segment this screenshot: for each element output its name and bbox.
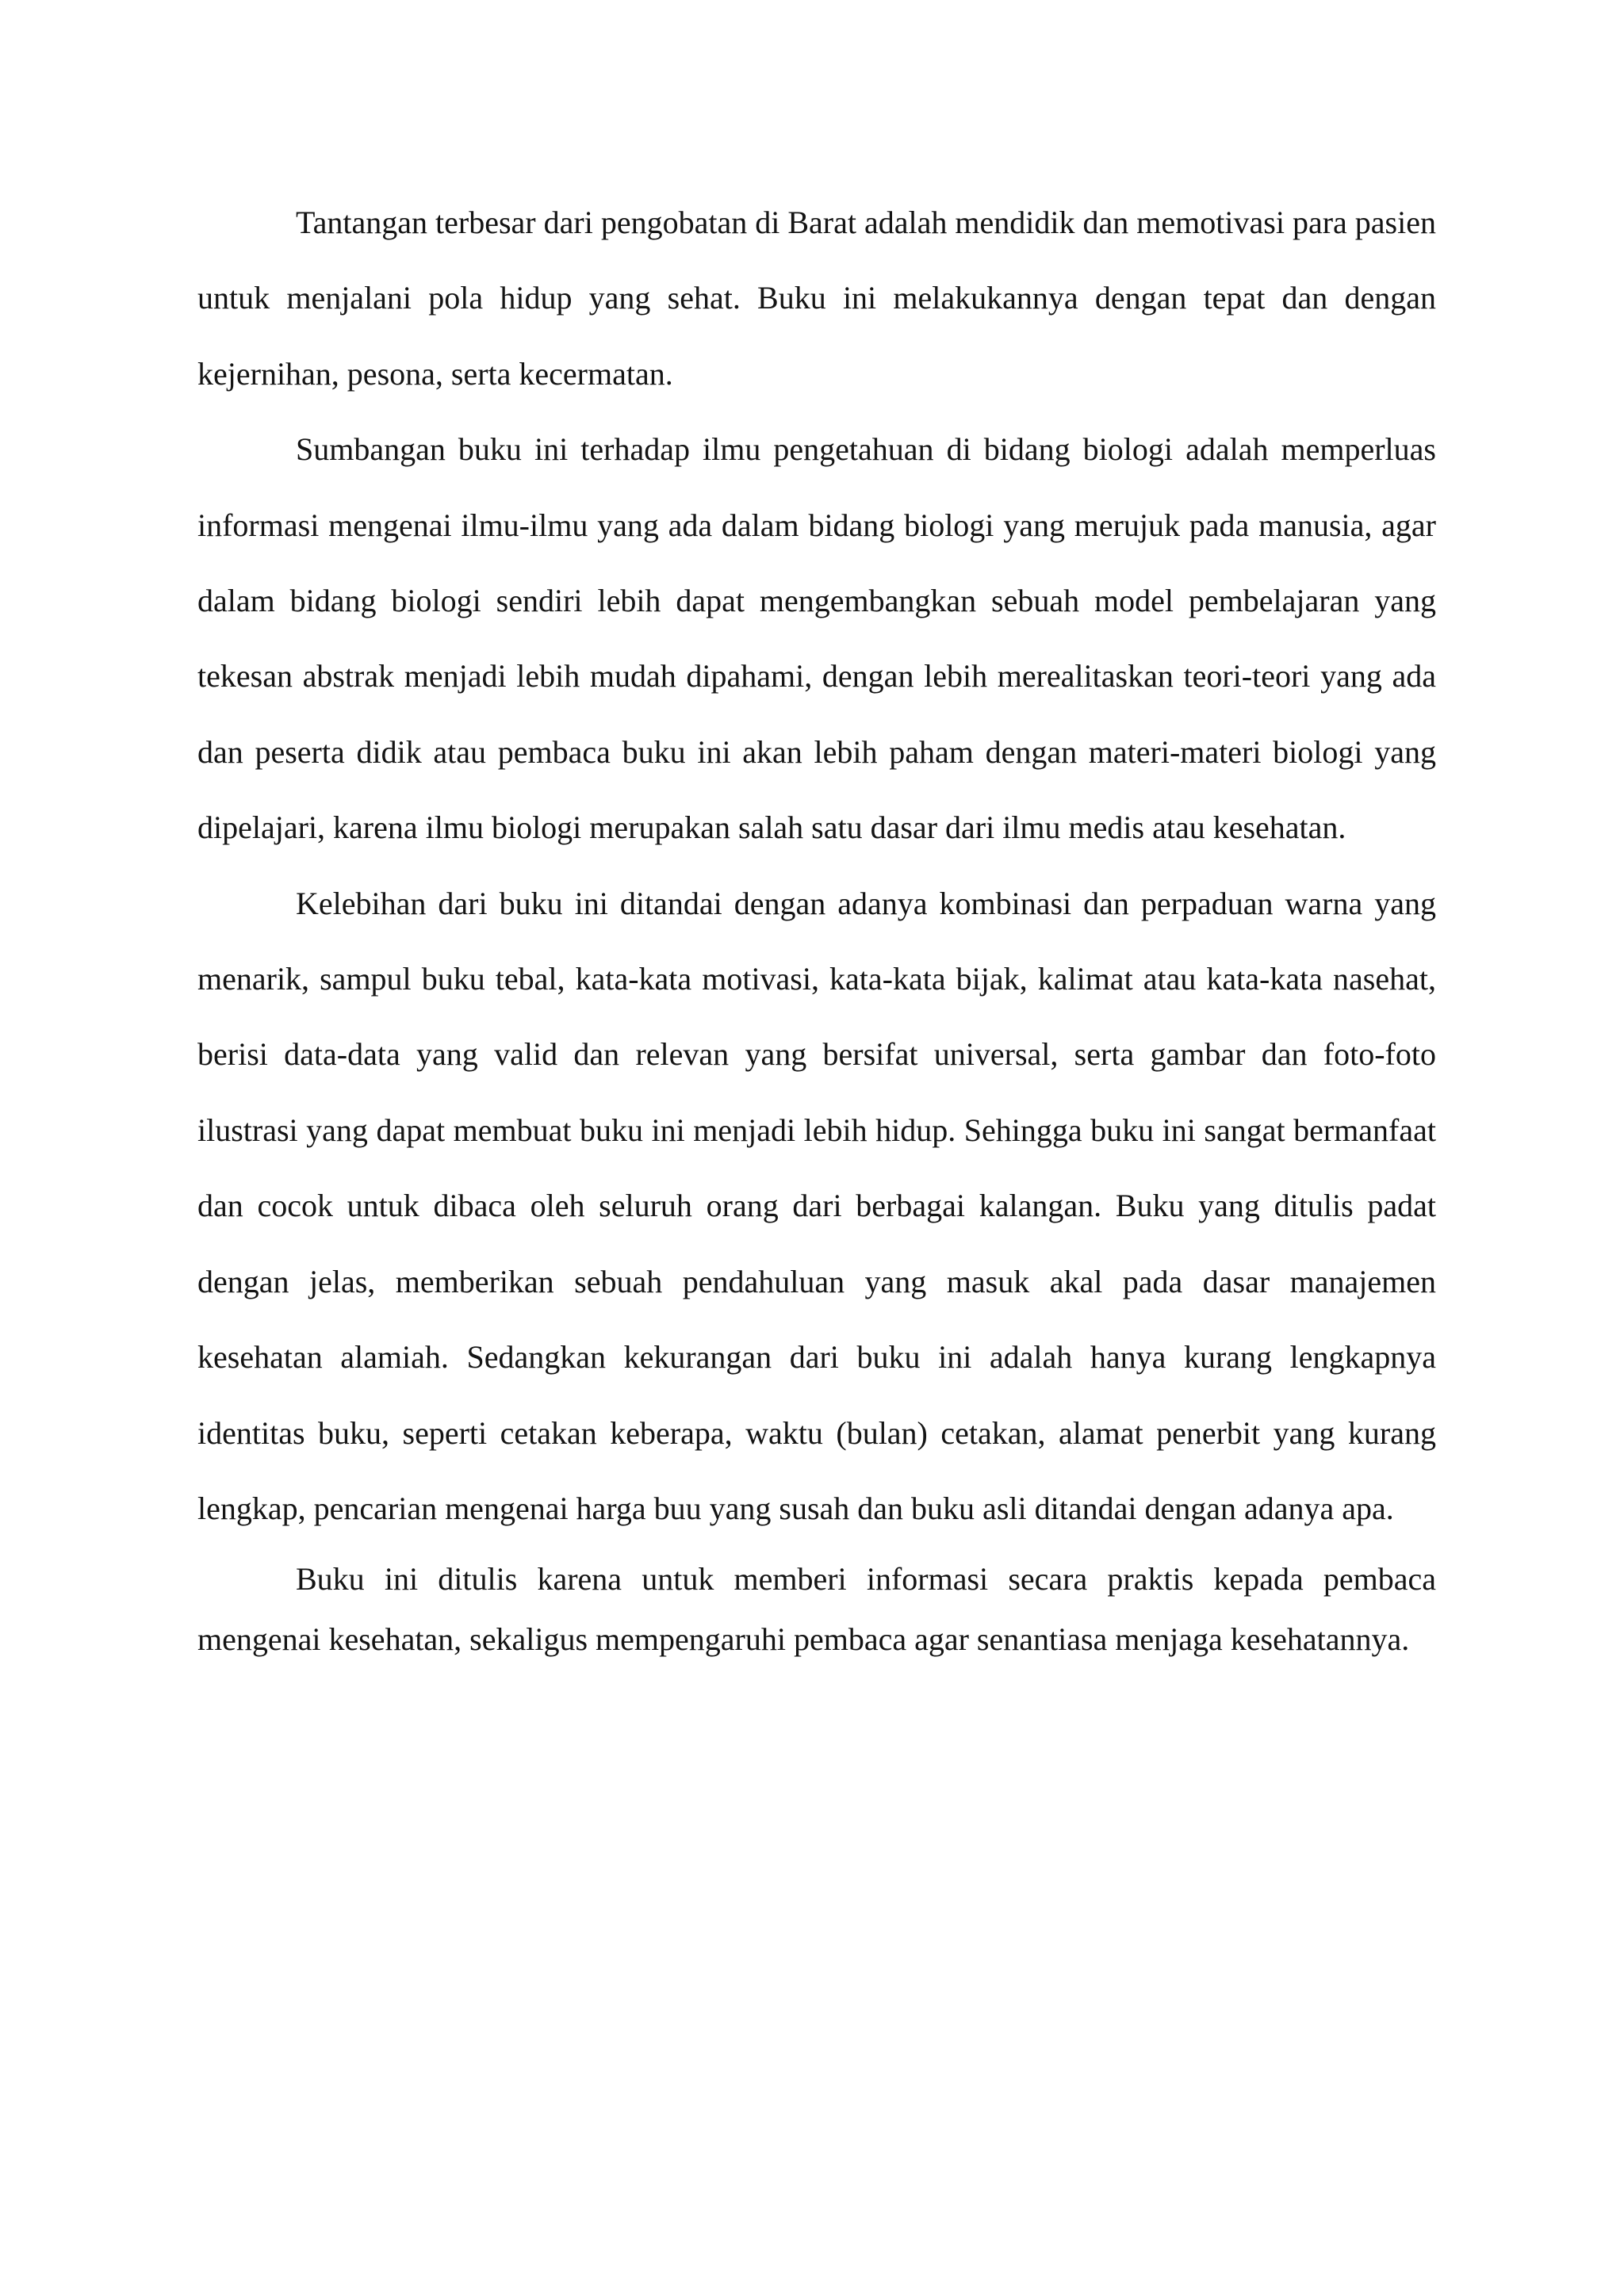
paragraph-strengths-weaknesses: Kelebihan dari buku ini ditandai dengan adanya kombinasi dan perpaduan warna yang menarik, sampul buku tebal, kata-kata motivasi, kata-kata bijak, kalimat atau kata-kata nasehat, berisi data-data yang valid dan relevan yang bersifat universal, serta gambar dan foto-foto ilustrasi yang dapat membuat buku ini menjadi lebih hidup. Sehingga buku ini sangat bermanfaat dan cocok untuk dibaca oleh seluruh orang dari berbagai kalangan. Buku yang ditulis padat dengan jelas, memberikan sebuah pendahuluan yang masuk akal pada dasar manajemen kesehatan alamiah. Sedangkan kekurangan dari buku ini adalah hanya kurang lengkapnya identitas buku, seperti cetakan keberapa, waktu (bulan) cetakan, alamat penerbit yang kurang lengkap, pencarian mengenai harga buu yang susah dan buku asli ditandai dengan adanya apa.	[197, 885, 1436, 1526]
paragraph-contribution: Sumbangan buku ini terhadap ilmu pengetahuan di bidang biologi adalah memperluas informasi mengenai ilmu-ilmu yang ada dalam bidang biologi yang merujuk pada manusia, agar dalam bidang biologi sendiri lebih dapat mengembangkan sebuah model pembelajaran yang tekesan abstrak menjadi lebih mudah dipahami, dengan lebih merealitaskan teori-teori yang ada dan peserta didik atau pembaca buku ini akan lebih paham dengan materi-materi biologi yang dipelajari, karena ilmu biologi merupakan salah satu dasar dari ilmu medis atau kesehatan.	[197, 431, 1436, 846]
paragraph-purpose: Buku ini ditulis karena untuk memberi informasi secara praktis kepada pembaca mengenai kesehatan, sekaligus mempengaruhi pembaca agar senantiasa menjaga kesehatannya.	[197, 1561, 1436, 1658]
paragraph-challenge: Tantangan terbesar dari pengobatan di Barat adalah mendidik dan memotivasi para pasien untuk menjalani pola hidup yang sehat. Buku ini melakukannya dengan tepat dan dengan kejernihan, pesona, serta kecermatan.	[197, 205, 1436, 392]
document-page	[197, 185, 1436, 1670]
